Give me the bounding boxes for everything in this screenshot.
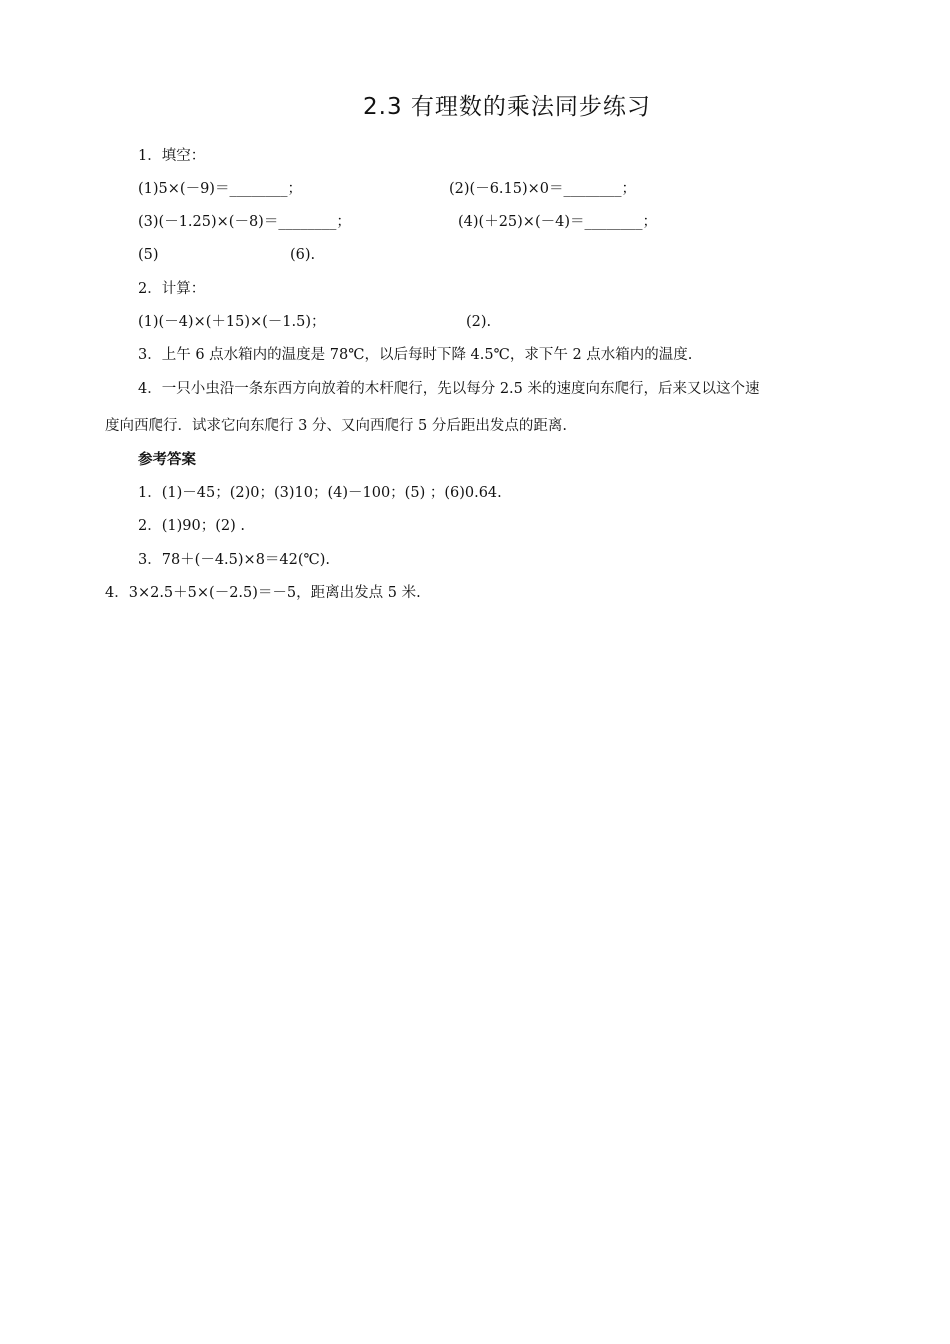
q1-part-2: (2)(－6.15)×0＝________； (449, 181, 637, 197)
q1-part-6: (6). (290, 247, 316, 263)
answer-2: 2．(1)90；(2) . (138, 518, 245, 534)
page-title: 2.3 有理数的乘法同步练习 (363, 94, 651, 120)
q1-part-3: (3)(－1.25)×(－8)＝________； (138, 214, 351, 230)
answer-3: 3．78＋(－4.5)×8＝42(℃). (138, 552, 331, 568)
q2-part-2: (2). (466, 314, 492, 330)
q4-line-2: 度向西爬行．试求它向东爬行 3 分、又向西爬行 5 分后距出发点的距离. (105, 418, 567, 434)
q4-line-1: 4．一只小虫沿一条东西方向放着的木杆爬行，先以每分 2.5 米的速度向东爬行，后来又以这个速 (138, 381, 760, 397)
q2-part-1: (1)(－4)×(＋15)×(－1.5)； (138, 314, 326, 330)
answer-1: 1．(1)－45；(2)0；(3)10；(4)－100；(5) ；(6)0.64. (138, 485, 502, 501)
answer-4: 4．3×2.5＋5×(－2.5)＝－5，距离出发点 5 米. (105, 585, 421, 601)
q3-text: 3．上午 6 点水箱内的温度是 78℃，以后每时下降 4.5℃，求下午 2 点水箱内的温度. (138, 347, 693, 363)
answers-heading: 参考答案 (138, 452, 196, 468)
q1-heading: 1．填空： (138, 148, 206, 164)
q1-part-5: (5) (138, 247, 159, 263)
q1-part-4: (4)(＋25)×(－4)＝________； (458, 214, 657, 230)
q2-heading: 2．计算： (138, 281, 206, 297)
q1-part-1: (1)5×(－9)＝________； (138, 181, 302, 197)
